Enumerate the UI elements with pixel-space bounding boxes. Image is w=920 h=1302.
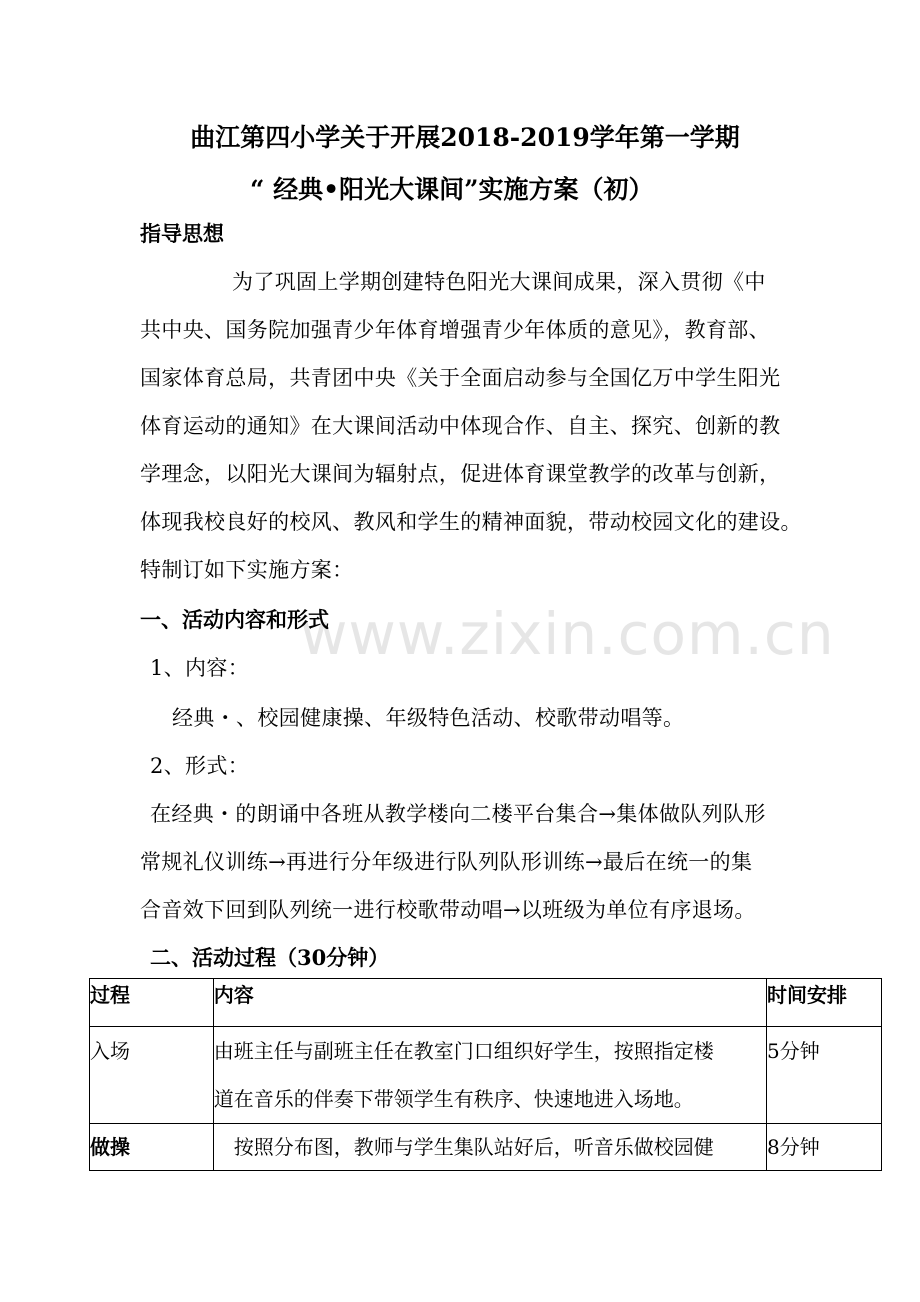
cell-process: 做操 xyxy=(90,1124,214,1171)
guiding-paragraph-line: 国家体育总局，共青团中央《关于全面启动参与全国亿万中学生阳光 xyxy=(140,366,781,390)
guiding-paragraph-line: 特制订如下实施方案： xyxy=(140,558,354,582)
cell-content xyxy=(213,1124,766,1171)
form-paragraph-line: 合音效下回到队列统一进行校歌带动唱→以班级为单位有序退场。 xyxy=(140,898,756,922)
table-row xyxy=(90,1027,882,1124)
subheading-form: 2、形式： xyxy=(150,754,250,778)
guiding-paragraph-line: 学理念，以阳光大课间为辐射点，促进体育课堂教学的改革与创新， xyxy=(140,462,781,486)
guiding-paragraph-line: 共中央、国务院加强青少年体育增强青少年体质的意见》，教育部、 xyxy=(140,318,770,342)
form-paragraph-line: 常规礼仪训练→再进行分年级进行队列队形训练→最后在统一的集 xyxy=(140,850,753,874)
cell-time: 8分钟 xyxy=(767,1124,882,1171)
table-row xyxy=(90,1124,882,1171)
title-line-1: 曲江第四小学关于开展2018-2019学年第一学期 xyxy=(190,123,740,152)
form-paragraph-line: 在经典・的朗诵中各班从教学楼向二楼平台集合→集体做队列队形 xyxy=(150,802,766,826)
column-header-content: 内容 xyxy=(213,979,766,1027)
guiding-paragraph-line: 体育运动的通知》在大课间活动中体现合作、自主、探究、创新的教 xyxy=(140,414,781,438)
section-heading-two: 二、活动过程（30分钟） xyxy=(150,945,390,970)
cell-content-line: 按照分布图，教师与学生集队站好后，听音乐做校园健 xyxy=(233,1135,714,1159)
cell-process: 入场 xyxy=(90,1027,214,1124)
column-header-process: 过程 xyxy=(90,979,214,1027)
cell-content-line: 由班主任与副班主任在教室门口组织好学生，按照指定楼 xyxy=(213,1039,714,1063)
watermark: www.zixin.com.cn xyxy=(300,600,835,668)
cell-content xyxy=(213,1027,766,1124)
guiding-paragraph-line: 体现我校良好的校风、教风和学生的精神面貌，带动校园文化的建设。 xyxy=(140,510,802,534)
title-line-2: “ 经典•阳光大课间”实施方案（初） xyxy=(250,175,654,204)
cell-content-line: 道在音乐的伴奏下带领学生有秩序、快速地进入场地。 xyxy=(213,1087,694,1111)
column-header-time: 时间安排 xyxy=(767,979,882,1027)
section-heading-one: 一、活动内容和形式 xyxy=(140,607,329,632)
section-heading-guiding: 指导思想 xyxy=(140,221,224,246)
table-header-row xyxy=(90,979,882,1027)
activity-process-table xyxy=(89,978,882,1171)
cell-time: 5分钟 xyxy=(767,1027,882,1124)
guiding-paragraph-line: 为了巩固上学期创建特色阳光大课间成果，深入贯彻《中 xyxy=(232,270,766,294)
subheading-content: 1、内容： xyxy=(150,656,250,680)
content-text: 经典・、校园健康操、年级特色活动、校歌带动唱等。 xyxy=(172,706,685,730)
